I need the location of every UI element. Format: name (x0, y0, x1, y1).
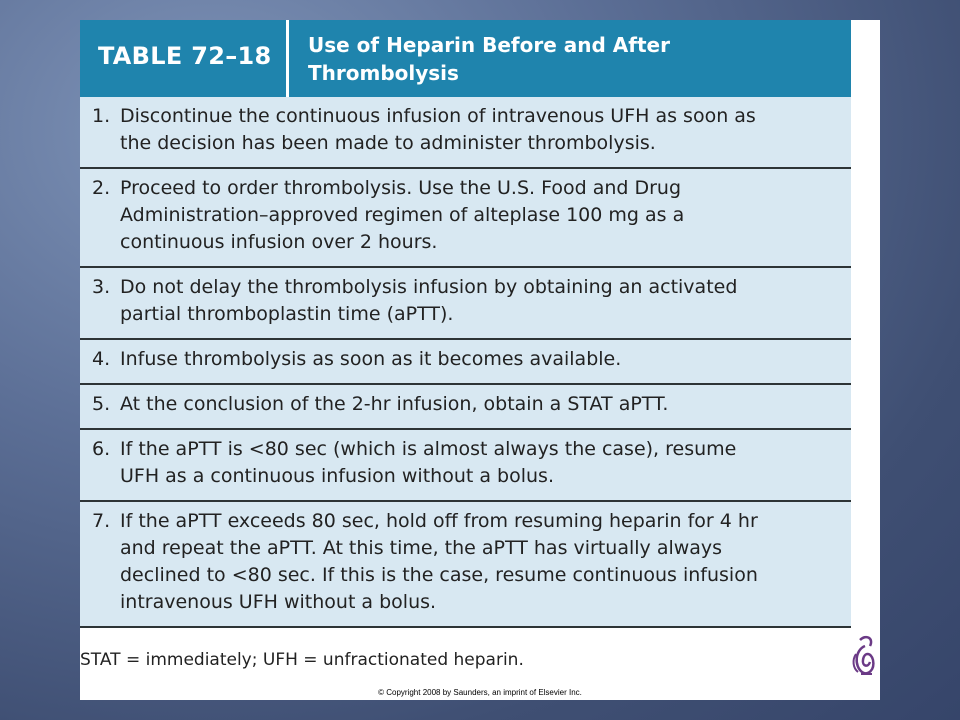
table-title-line: Use of Heparin Before and After (308, 33, 670, 57)
row-number: 7. (92, 510, 111, 532)
row-text-line: intravenous UFH without a bolus. (120, 591, 437, 613)
table-body (80, 97, 851, 628)
slide (80, 20, 880, 700)
table-row (80, 169, 851, 268)
row-number: 2. (92, 177, 111, 199)
row-text-line: At the conclusion of the 2-hr infusion, obtain a STAT aPTT. (120, 393, 669, 415)
table-row (80, 502, 851, 628)
row-text-line: UFH as a continuous infusion without a bolus. (120, 465, 554, 487)
row-number: 1. (92, 105, 111, 127)
row-text-line: Do not delay the thrombolysis infusion by obtaining an activated (120, 276, 738, 298)
table-row (80, 340, 851, 385)
table-row (80, 268, 851, 340)
row-number: 3. (92, 276, 111, 298)
row-text-line: the decision has been made to administer thrombolysis. (120, 132, 656, 154)
row-text-line: partial thromboplastin time (aPTT). (120, 303, 454, 325)
table-number: TABLE 72–18 (98, 42, 272, 70)
row-text-line: Discontinue the continuous infusion of intravenous UFH as soon as (120, 105, 756, 127)
row-text-line: If the aPTT exceeds 80 sec, hold off from resuming heparin for 4 hr (120, 510, 758, 532)
table-title-line: Thrombolysis (308, 61, 459, 85)
row-text-line: If the aPTT is <80 sec (which is almost always the case), resume (120, 438, 737, 460)
row-number: 5. (92, 393, 111, 415)
table-footnote: STAT = immediately; UFH = unfractionated heparin. (80, 650, 524, 670)
table-header (80, 20, 851, 97)
row-number: 6. (92, 438, 111, 460)
copyright-notice: © Copyright 2008 by Saunders, an imprint of Elsevier Inc. (378, 688, 582, 697)
row-number: 4. (92, 348, 111, 370)
table-row (80, 430, 851, 502)
table-row (80, 97, 851, 169)
row-text-line: declined to <80 sec. If this is the case, resume continuous infusion (120, 564, 758, 586)
elsevier-logo-icon (850, 632, 880, 680)
header-divider (286, 20, 289, 97)
row-text-line: Administration–approved regimen of alteplase 100 mg as a (120, 204, 685, 226)
table-title (308, 31, 838, 87)
row-text-line: and repeat the aPTT. At this time, the aPTT has virtually always (120, 537, 723, 559)
table-row (80, 385, 851, 430)
row-text-line: Infuse thrombolysis as soon as it becomes available. (120, 348, 622, 370)
row-text-line: continuous infusion over 2 hours. (120, 231, 438, 253)
row-text-line: Proceed to order thrombolysis. Use the U.S. Food and Drug (120, 177, 682, 199)
